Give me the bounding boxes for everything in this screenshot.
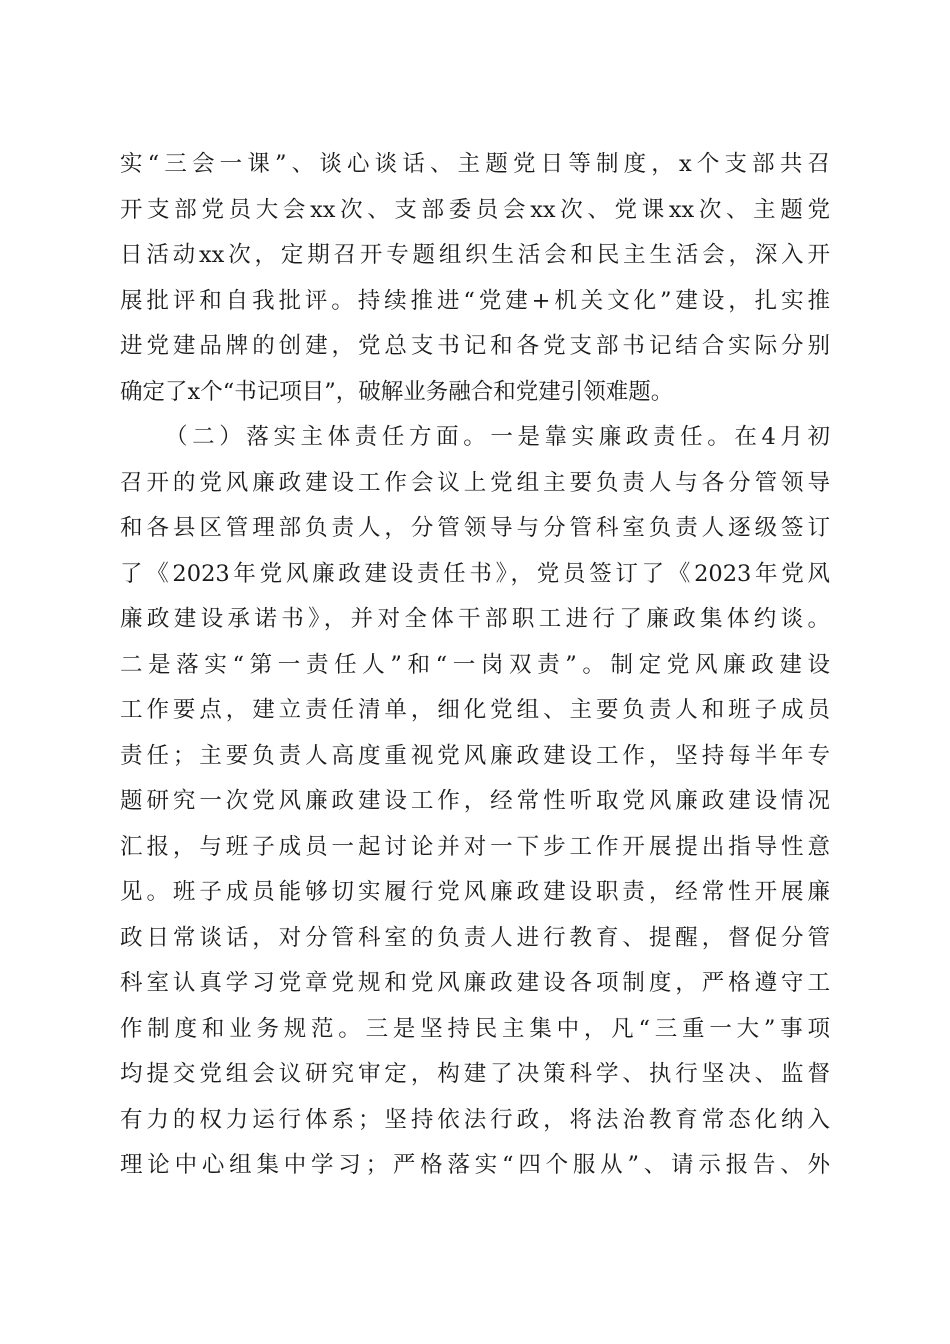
text-line-6: 确定了x个“书记项目”，破解业务融合和党建引领难题。 <box>120 378 674 405</box>
text-line-22: 有力的权力运行体系；坚持依法行政，将法治教育常态化纳入 <box>120 1106 830 1133</box>
text-line-19: 科室认真学习党章党规和党风廉政建设各项制度，严格遵守工 <box>120 970 830 996</box>
text-line-15: 题研究一次党风廉政建设工作，经常性听取党风廉政建设情况 <box>120 788 830 814</box>
text-line-5: 进党建品牌的创建，党总支书记和各党支部书记结合实际分别 <box>120 333 830 359</box>
body-text <box>120 142 830 1189</box>
text-line-13: 工作要点，建立责任清单，细化党组、主要负责人和班子成员 <box>120 697 830 723</box>
text-line-14: 责任；主要负责人高度重视党风廉政建设工作，坚持每半年专 <box>120 742 830 769</box>
text-line-8: 召开的党风廉政建设工作会议上党组主要负责人与各分管领导 <box>120 469 830 496</box>
text-line-16: 汇报，与班子成员一起讨论并对一下步工作开展提出指导性意 <box>120 833 830 860</box>
text-line-18: 政日常谈话，对分管科室的负责人进行教育、提醒，督促分管 <box>120 924 830 951</box>
text-line-10: 了《2023年党风廉政建设责任书》，党员签订了《2023年党风 <box>120 560 830 587</box>
text-line-20: 作制度和业务规范。三是坚持民主集中，凡“三重一大”事项 <box>120 1015 830 1042</box>
text-line-12: 二是落实“第一责任人”和“一岗双责”。制定党风廉政建设 <box>120 651 830 678</box>
text-line-11: 廉政建设承诺书》，并对全体干部职工进行了廉政集体约谈。 <box>120 606 830 632</box>
section-heading-line: （二）落实主体责任方面。一是靠实廉政责任。在4月初 <box>165 424 830 450</box>
text-line-17: 见。班子成员能够切实履行党风廉政建设职责，经常性开展廉 <box>120 879 830 905</box>
text-line-9: 和各县区管理部负责人，分管领导与分管科室负责人逐级签订 <box>120 515 830 541</box>
text-line-1: 实“三会一课”、谈心谈话、主题党日等制度，x个支部共召 <box>120 151 830 177</box>
text-line-3: 日活动xx次，定期召开专题组织生活会和民主生活会，深入开 <box>120 242 830 268</box>
text-line-2: 开支部党员大会xx次、支部委员会xx次、党课xx次、主题党 <box>120 196 830 223</box>
text-line-4: 展批评和自我批评。持续推进“党建+机关文化”建设，扎实推 <box>120 287 830 314</box>
text-line-21: 均提交党组会议研究审定，构建了决策科学、执行坚决、监督 <box>120 1061 830 1087</box>
text-line-23: 理论中心组集中学习；严格落实“四个服从”、请示报告、外 <box>120 1152 830 1178</box>
